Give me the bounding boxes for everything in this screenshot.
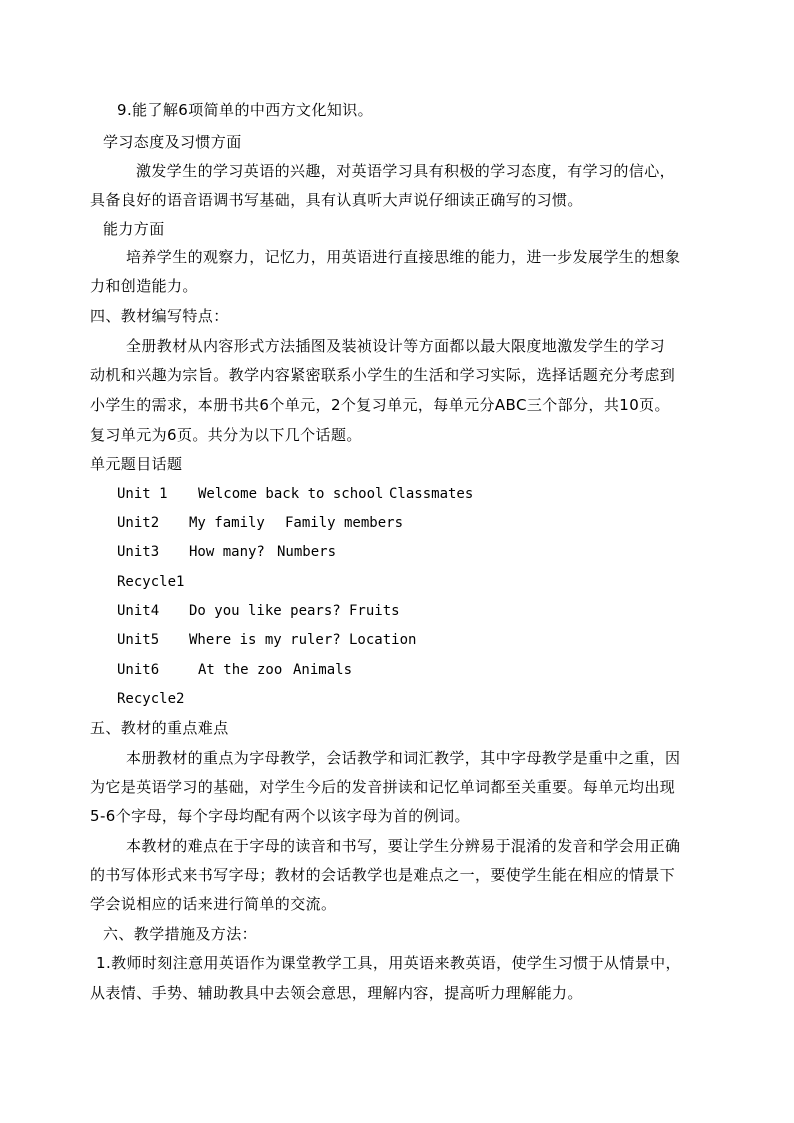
- paragraph-line: 从表情、手势、辅助教具中去领会意思，理解内容，提高听力理解能力。: [90, 984, 583, 1002]
- unit-topic: Classmates: [389, 486, 474, 502]
- paragraph-line: 本册教材的重点为字母教学，会话教学和词汇教学，其中字母教学是重中之重，因: [126, 749, 681, 767]
- unit-label: Unit4: [117, 603, 160, 619]
- paragraph-line: 复习单元为6页。共分为以下几个话题。: [90, 426, 362, 444]
- list-item-9: 9.能了解6项简单的中西方文化知识。: [117, 101, 374, 119]
- units-heading: 单元题目话题: [90, 455, 183, 473]
- unit-label: Unit6: [117, 662, 160, 678]
- heading-attitude: 学习态度及习惯方面: [103, 133, 242, 151]
- unit-topic: Numbers: [277, 544, 337, 560]
- unit-topic: Family members: [285, 515, 404, 531]
- section-heading-5: 五、教材的重点难点: [90, 719, 229, 737]
- paragraph-line: 为它是英语学习的基础，对学生今后的发音拼读和记忆单词都至关重要。每单元均出现: [90, 778, 676, 796]
- unit-topic: Location: [349, 632, 417, 648]
- paragraph-line: 激发学生的学习英语的兴趣，对英语学习具有积极的学习态度，有学习的信心，: [136, 162, 676, 180]
- paragraph-line: 全册教材从内容形式方法插图及装祯设计等方面都以最大限度地激发学生的学习: [126, 337, 666, 355]
- unit-label: Unit2: [117, 515, 160, 531]
- unit-label: Recycle2: [117, 691, 185, 707]
- paragraph-line: 1.教师时刻注意用英语作为课堂教学工具，用英语来教英语，使学生习惯于从情景中，: [96, 954, 681, 972]
- paragraph-line: 具备良好的语音语调书写基础，具有认真听大声说仔细读正确写的习惯。: [90, 191, 583, 209]
- paragraph-line: 5-6个字母，每个字母均配有两个以该字母为首的例词。: [90, 807, 470, 825]
- unit-title: My family: [189, 515, 265, 531]
- unit-label: Unit5: [117, 632, 160, 648]
- paragraph-line: 本教材的难点在于字母的读音和书写，要让学生分辨易于混淆的发音和学会用正确: [126, 837, 681, 855]
- section-heading-6: 六、教学措施及方法：: [103, 925, 258, 943]
- unit-title: At the zoo: [198, 662, 283, 678]
- unit-title: Welcome back to school: [198, 486, 384, 502]
- unit-label: Recycle1: [117, 574, 185, 590]
- paragraph-line: 动机和兴趣为宗旨。教学内容紧密联系小学生的生活和学习实际，选择话题充分考虑到: [90, 366, 676, 384]
- paragraph-line: 的书写体形式来书写字母；教材的会话教学也是难点之一，要使学生能在相应的情景下: [90, 866, 676, 884]
- paragraph-line: 小学生的需求，本册书共6个单元，2个复习单元，每单元分ABC三个部分，共10页。: [90, 396, 670, 414]
- heading-ability: 能力方面: [103, 220, 165, 238]
- paragraph-line: 学会说相应的话来进行简单的交流。: [90, 895, 337, 913]
- unit-title: Where is my ruler?: [189, 632, 341, 648]
- paragraph-line: 力和创造能力。: [90, 277, 198, 295]
- paragraph-line: 培养学生的观察力，记忆力，用英语进行直接思维的能力，进一步发展学生的想象: [126, 248, 681, 266]
- section-heading-4: 四、教材编写特点：: [90, 307, 229, 325]
- unit-title: Do you like pears?: [189, 603, 341, 619]
- unit-label: Unit 1: [117, 486, 168, 502]
- unit-label: Unit3: [117, 544, 160, 560]
- unit-title: How many?: [189, 544, 265, 560]
- unit-topic: Animals: [293, 662, 353, 678]
- unit-topic: Fruits: [349, 603, 400, 619]
